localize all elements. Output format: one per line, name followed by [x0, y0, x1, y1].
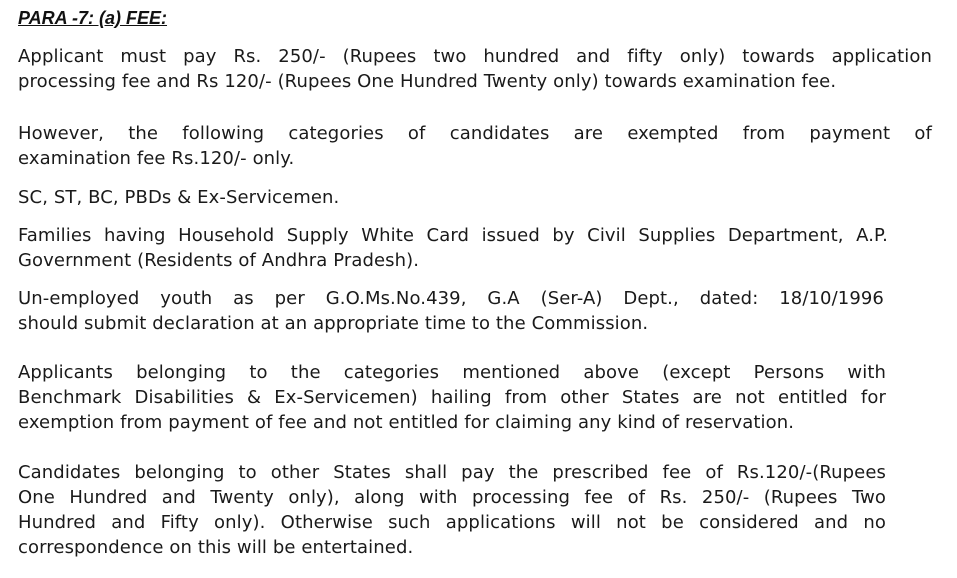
paragraph-line: examination fee Rs.120/- only. — [18, 148, 295, 169]
paragraph-other-states-exemption — [18, 360, 886, 435]
paragraph-exemption-intro — [18, 121, 932, 171]
paragraph-line: SC, ST, BC, PBDs & Ex-Servicemen. — [18, 187, 340, 208]
paragraph-line: Un-employed youth as per G.O.Ms.No.439, G.A (Ser-A) Dept., dated: 18/10/1996 — [18, 288, 884, 309]
paragraph-white-card — [18, 223, 888, 273]
paragraph-other-states-fee — [18, 460, 886, 560]
paragraph-line: One Hundred and Twenty only), along with processing fee of Rs. 250/- (Rupees Two — [18, 487, 886, 508]
section-heading: PARA -7: (a) FEE: — [18, 8, 168, 28]
paragraph-line: processing fee and Rs 120/- (Rupees One Hundred Twenty only) towards examination fee. — [18, 71, 837, 92]
paragraph-line: Applicant must pay Rs. 250/- (Rupees two hundred and fifty only) towards application — [18, 46, 932, 67]
paragraph-line: Hundred and Fifty only). Otherwise such applications will not be considered and no — [18, 512, 886, 533]
paragraph-unemployed-youth — [18, 286, 884, 336]
paragraph-line: Government (Residents of Andhra Pradesh). — [18, 250, 420, 271]
paragraph-line: correspondence on this will be entertained. — [18, 537, 414, 558]
paragraph-fee-amount — [18, 44, 932, 94]
paragraph-line: exemption from payment of fee and not entitled for claiming any kind of reservation. — [18, 412, 795, 433]
paragraph-line: Families having Household Supply White Card issued by Civil Supplies Department, A.P. — [18, 225, 888, 246]
paragraph-exempt-categories — [18, 185, 932, 210]
paragraph-line: Benchmark Disabilities & Ex-Servicemen) hailing from other States are not entitled for — [18, 387, 886, 408]
paragraph-line: However, the following categories of candidates are exempted from payment of — [18, 123, 932, 144]
paragraph-line: should submit declaration at an appropriate time to the Commission. — [18, 313, 649, 334]
paragraph-line: Applicants belonging to the categories mentioned above (except Persons with — [18, 362, 886, 383]
paragraph-line: Candidates belonging to other States shall pay the prescribed fee of Rs.120/-(Rupees — [18, 462, 886, 483]
